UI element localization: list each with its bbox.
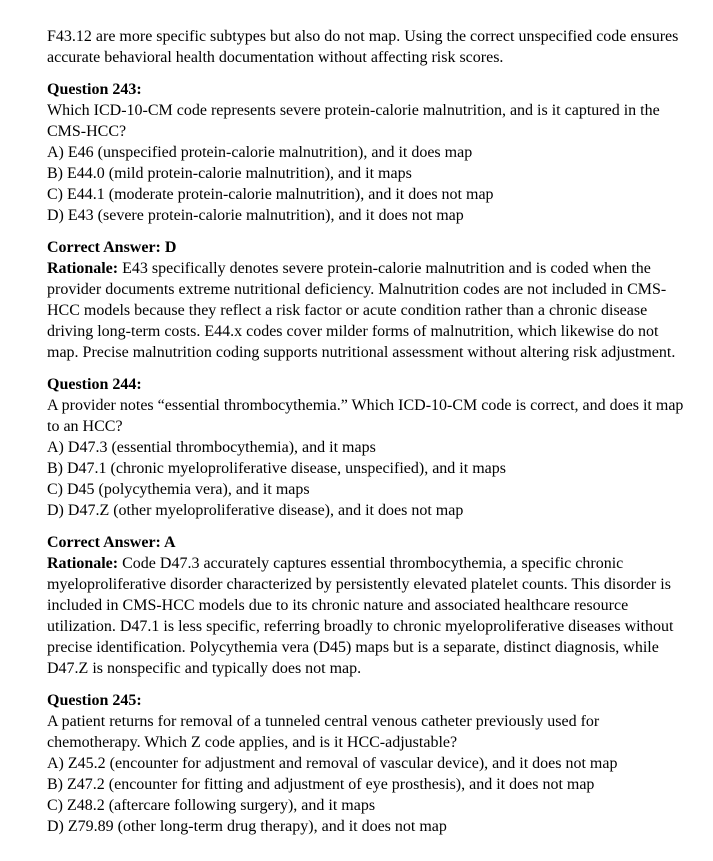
rationale-text: Code D47.3 accurately captures essential thrombocythemia, a specific chronic myeloproliferative disorder characterized by persistently elevated platelet counts. This disorder is included in CMS-HCC models due to its chronic nature and associated healthcare resource utilization. D47.1 is less specific, referring broadly to chronic myeloproliferative diseases without precise identification. Polycythemia vera (D45) maps but is a separate, distinct diagnosis, while D47.Z is nonspecific and typically does not map. [47,555,674,677]
question-244-heading: Question 244: [47,376,142,393]
question-244-option-b: B) D47.1 (chronic myeloproliferative disease, unspecified), and it maps [47,460,506,477]
question-245-heading: Question 245: [47,692,142,709]
answer-243-block [47,237,687,363]
rationale-label: Rationale: [47,260,119,277]
question-245-text: A patient returns for removal of a tunneled central venous catheter previously used for chemotherapy. Which Z code applies, and is it HCC-adjustable? [47,713,600,751]
rationale-label: Rationale: [47,555,119,572]
question-243-text: Which ICD-10-CM code represents severe protein-calorie malnutrition, and is it captured in the CMS-HCC? [47,102,660,140]
question-245-option-a: A) Z45.2 (encounter for adjustment and removal of vascular device), and it does not map [47,755,618,772]
question-243-option-a: A) E46 (unspecified protein-calorie malnutrition), and it does map [47,144,473,161]
question-243-option-d: D) E43 (severe protein-calorie malnutrition), and it does not map [47,207,464,224]
question-245-option-d: D) Z79.89 (other long-term drug therapy), and it does not map [47,818,447,835]
question-245-block [47,690,687,837]
question-244-option-c: C) D45 (polycythemia vera), and it maps [47,481,310,498]
question-243-heading: Question 243: [47,81,142,98]
question-243-block [47,79,687,226]
answer-244-block [47,532,687,679]
question-244-text: A provider notes “essential thrombocythemia.” Which ICD-10-CM code is correct, and does it map to an HCC? [47,397,684,435]
question-243-option-c: C) E44.1 (moderate protein-calorie malnutrition), and it does not map [47,186,494,203]
question-244-block [47,374,687,521]
question-244-option-a: A) D47.3 (essential thrombocythemia), and it maps [47,439,376,456]
answer-244-rationale [47,553,687,679]
answer-244-correct: Correct Answer: A [47,534,176,551]
question-245-option-b: B) Z47.2 (encounter for fitting and adjustment of eye prosthesis), and it does not map [47,776,595,793]
intro-paragraph [47,26,687,68]
question-243-option-b: B) E44.0 (mild protein-calorie malnutrition), and it maps [47,165,412,182]
question-244-option-d: D) D47.Z (other myeloproliferative disease), and it does not map [47,502,464,519]
answer-243-correct: Correct Answer: D [47,239,177,256]
rationale-text: E43 specifically denotes severe protein-calorie malnutrition and is coded when the provider documents extreme nutritional deficiency. Malnutrition codes are not included in CMS-HCC models because they reflect a risk factor or acute condition rather than a chronic disease driving long-term costs. E44.x codes cover milder forms of malnutrition, which likewise do not map. Precise malnutrition coding supports nutritional assessment without altering risk adjustment. [47,260,676,361]
answer-243-rationale [47,258,687,363]
intro-text: F43.12 are more specific subtypes but also do not map. Using the correct unspecified code ensures accurate behavioral health documentation without affecting risk scores. [47,28,679,66]
question-245-option-c: C) Z48.2 (aftercare following surgery), and it maps [47,797,376,814]
